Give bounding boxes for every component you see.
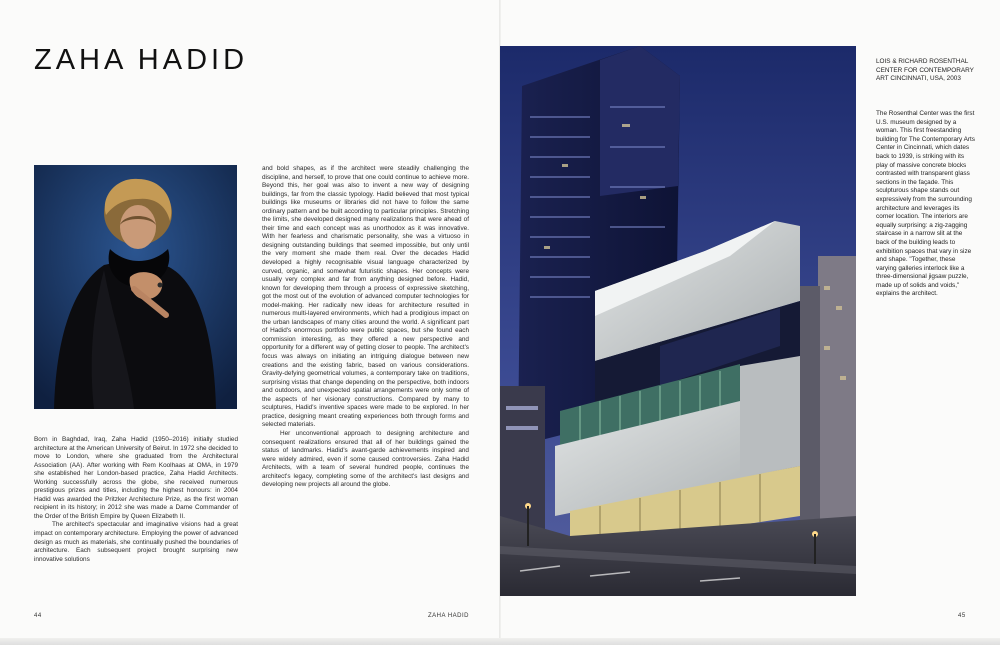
page-title: ZAHA HADID: [34, 44, 249, 76]
page-edge: [0, 638, 1000, 645]
building-illustration: [500, 46, 856, 596]
page-number-right: 45: [958, 613, 966, 619]
body-paragraph: The architect's spectacular and imaginative visions had a great impact on contemporary architecture. Employing the power of advanced design as much as materials, she continually pushed the boundaries of architecture. Each subsequent project brought surprising new innovative solutions: [34, 521, 238, 563]
body-column-1: [34, 436, 238, 564]
body-paragraph: and bold shapes, as if the architect were steadily challenging the discipline, and herself, to prove that one could continue to achieve more. Beyond this, her goal was also to invent a new way of designing buildings, far from the classic typology. Hadid believed that most typical buildings like museums or libraries did not have to follow the same ordinary pattern and be built according to particular principles. Stretching the limits, she developed designed many realizations that were ahead of their time and each concept was as unorthodox as it was innovative. With her fearless and charismatic personality, she was a virtuoso in designing outstanding buildings that seemed impossible, but only until the very moment she made them real. Over the decades Hadid developed a highly recognisable visual language characterized by curved, organic, and somewhat futuristic shapes. Her concepts were usually very complex and far from anything designed before. Hadid, known for developing them through a process of expressive sketching, got the most out of the evolution of advanced computer technologies for model-making. Her radically new ideas for architecture resulted in numerous multi-layered environments, which had a prodigious impact on the urban landscapes of many cities around the world. A significant part of Hadid's enormous portfolio were public spaces, but she found each commission interesting, as they offered a new perspective and opportunity for a different way of getting closer to people. The architect's focus was always on initiating an intriguing dialogue between new creations and the existing fabric, based on various considerations. Gravity-defying geometrical volumes, a contemporary take on traditions, surprising vistas that change depending on the perspective, both indoors and outdoors, and unexpected spatial arrangements were only some of the aspects of her visionary constructions. Compared by many to sculptures, Hadid's inventive spaces were made to be explored. In her practice, designing meant creating experiences both through forms and selected materials.: [262, 165, 469, 429]
page-number-left: 44: [34, 613, 42, 619]
body-paragraph: Born in Baghdad, Iraq, Zaha Hadid (1950–2016) initially studied architecture at the American University of Beirut. In 1972 she decided to move to London, where she graduated from the Architectural Association (AA). After working with Rem Koolhaas at OMA, in 1979 she established her London-based practice, Zaha Hadid Architects. Working successfully across the globe, she received numerous prestigious prizes and titles, including the highest honours: in 2004 Hadid was awarded the Pritzker Architecture Prize, as the first woman recipient in its history; in 2012 she was made a Dame Commander of the Order of the British Empire by Queen Elizabeth II.: [34, 436, 238, 520]
running-head: ZAHA HADID: [428, 613, 470, 619]
body-paragraph: Her unconventional approach to designing architecture and consequent realizations ensured that all of her buildings gained the status of landmarks. Hadid's avant-garde achievements inspired and were widely admired, even if some caused controversies. Zaha Hadid Architects, with a team of several hundred people, continues the architect's legacy, completing some of the architect's last designs and developing new projects all around the globe.: [262, 429, 469, 489]
portrait-illustration: [34, 165, 237, 409]
body-column-2: [262, 165, 469, 490]
caption-body: The Rosenthal Center was the first U.S. museum designed by a woman. This first freestanding building for The Contemporary Arts Center in Cincinnati, which dates back to 1939, is striking with its play of massive concrete blocks contrasted with transparent glass sections in the façade. This sculpturous shape stands out expressively from the surrounding architecture and leverages its corner location. The interiors are equally surprising: a zig-zagging staircase in a narrow slit at the back of the building leads to exhibition spaces that vary in size and shape. "Together, these varying galleries interlock like a three-dimensional jigsaw puzzle, made up of solids and voids," explains the architect.: [876, 110, 975, 298]
building-photo: [500, 46, 856, 596]
portrait-photo: [34, 165, 237, 409]
caption-title: LOIS & RICHARD ROSENTHAL CENTER FOR CONTEMPORARY ART CINCINNATI, USA, 2003: [876, 58, 974, 83]
